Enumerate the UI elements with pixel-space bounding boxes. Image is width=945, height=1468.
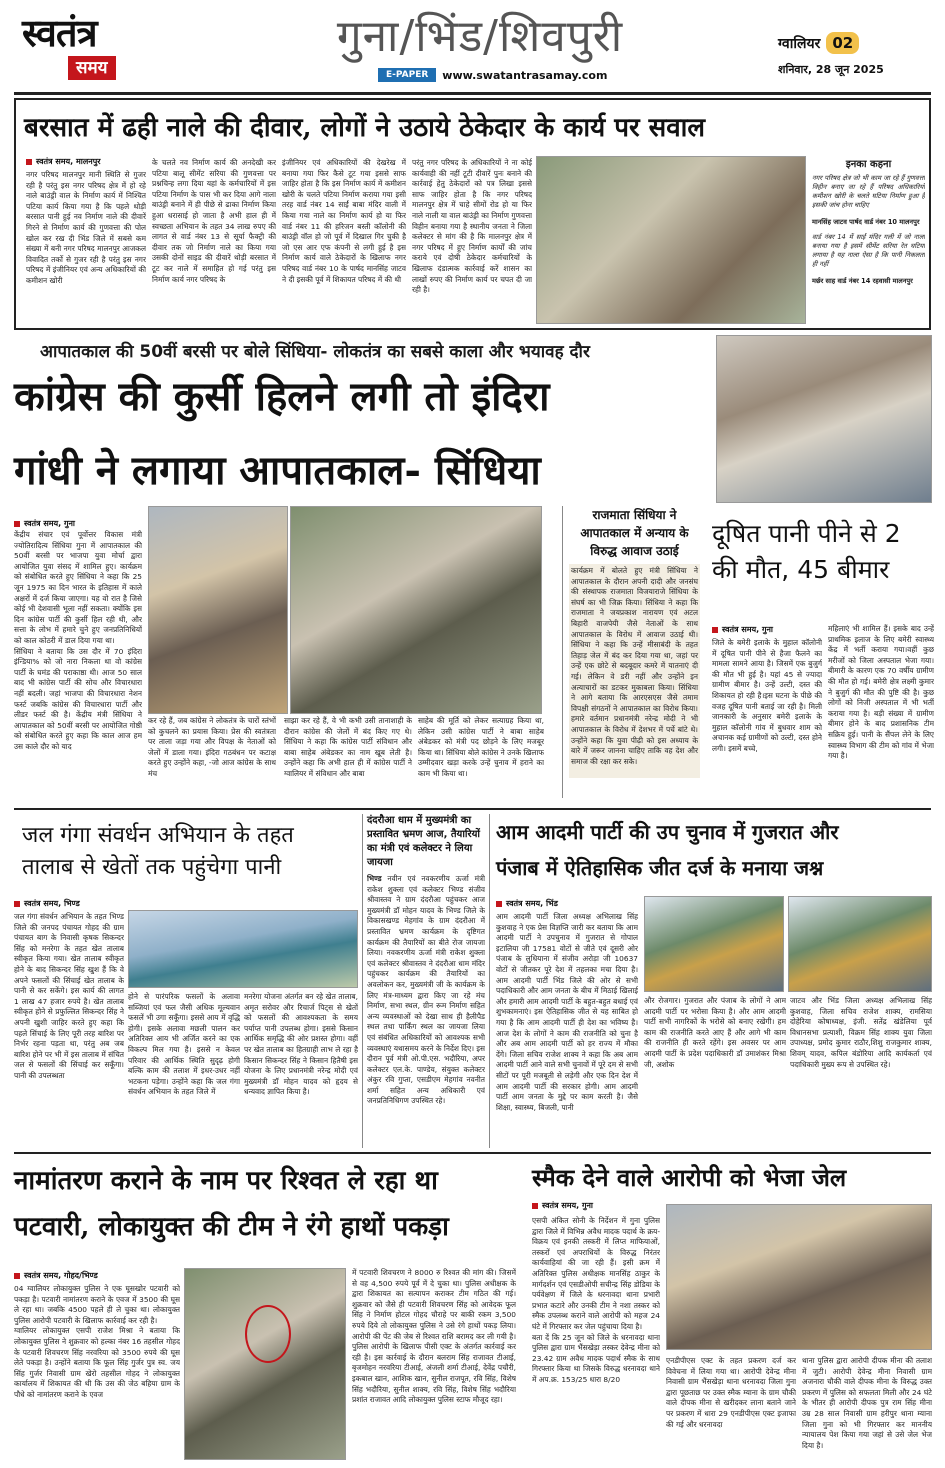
rajmata-box-title: राजमाता सिंधिया ने आपातकाल में अन्याय के विरुद्ध आवाज उठाई [580,508,689,558]
story3-headline: दूषित पानी पीने से 2 की मौत, 45 बीमार [712,519,901,584]
story6-byline [496,898,558,912]
edition-title: गुना/भिंड/शिवपुरी [336,11,624,62]
byline-text: स्वतंत्र समय, भिंड [506,899,558,908]
story7-col1: 04 ग्वालियर लोकायुक्त पुलिस ने एक घूसखोर पटवारी को पकड़ा है। पटवारी नामांतरण कराने के एवज में 3500 की घूस ले रहा था। जबकि 4500 पहले ही ले चुका था। लोकायुक्त पुलिस आरोपी पटवारी के खिलाफ कार्रवाई कर रही है। ग्वालियर लोकायुक्त एसपी राजेश मिश्रा ने बताया कि लोकायुक्त पुलिस ने शुक्रवार को हल्का नंबर 16 तहसील गोहद के पटवारी शिवचरण सिंह नरवरिया को 3500 रुपये की घूस लेते पकड़ा है। उन्होंने बताया कि फूल सिंह गुर्जर पुत्र स्व. जय सिंह गुर्जर निवासी ग्राम खेरो तहसील गोहद ने लोकायुक्त कार्यालय में शिकायत की थी कि उस की जेठ बहिया ग्राम के पौधे को नामांतरण कराने के एवज [14,1284,180,1399]
youth-parliament-photo [290,506,542,714]
byline-marker [14,1273,20,1279]
logo-top: स्वतंत्र [22,10,97,55]
byline-text: स्वतंत्र समय, भिण्ड [24,899,80,908]
story7-headline-line1: नामांतरण कराने के नाम पर रिश्वत ले रहा था [14,1166,438,1196]
story4-headline: जल गंगा संवर्धन अभियान के तहत तालाब से खेतों तक पहुंचेगा पानी [22,823,294,880]
opinion-sidebar [812,156,925,324]
byline-text: स्वतंत्र समय, गुना [722,625,773,634]
story6-col3: जाटव और भिंड जिला अध्यक्ष अभिलाख सिंह कुशवाह, जिला सचिव राजेश शाक्य, रामसिया दोहेरिया कोषाध्यक्ष, इंजी. सतेंद्र खंडेलिया पूर्व विधानसभा प्रत्याशी, विक्रम सिंह शाक्य युवा जिला उपाध्यक्ष, प्रमोद कुमार राठौर,शिशु राजकुमार शाक्य, शिवम् यादव, कपिल बंडोरिया आदि कार्यकर्ता एवं पदाधिकारी मुख्य रूप से उपस्थित रहे। [790,996,932,1069]
byline-marker [14,521,20,527]
story2-col3: साझा कर रहे हैं, वे भी कभी उसी तानाशाही के दौरान कांग्रेस की जेलों में बंद किए गए थे। सिंधिया ने कहा कि कांग्रेस पार्टी संविधान और बाबा साहेब अंबेडकर का नाम खूब लेती है। उन्होंने कहा कि अभी हाल ही में कांग्रेस पार्टी ने ग्वालियर में संविधान और बाबा [284,716,412,778]
story5-dateline: भिण्ड [367,874,382,883]
story5-text: नवीन एवं नवकरणीय ऊर्जा मंत्री राकेश शुक्ला एवं कलेक्टर भिण्ड संजीव श्रीवास्तव ने ग्राम दंदरौआ पहुंचकर आज मुख्यमंत्री डॉ मोहन यादव के भिण्ड जिले के विकासखण्ड मेहगांव के ग्राम दंदरौआ में प्रस्तावित भ्रमण कार्यक्रम के दृष्टिगत कार्यक्रम की तैयारियों का बीते रोज जायजा लिया। नवकरणीय ऊर्जा मंत्री राकेश शुक्ला एवं कलेक्टर श्रीवास्तव ने दंदरौआ धाम मंदिर पहुंचकर कार्यक्रम की तैयारियों का अवलोकन कर, मुख्यमंत्री जी के कार्यक्रम के लिए मंत्र-माध्यम द्वारा किए जा रहे मंच निर्माण, सभा स्थल, ग्रीन रूम निर्माण सहित अन्य व्यवस्थाओं को देखा साथ ही हैलीपैड स्थल तथा पार्किंग स्थल का जायजा लिया एवं संबंधित अधिकारियों को आवश्यक सभी व्यवस्थाएं यथासमय करने के निर्देश दिए। इस दौरान पूर्व मंत्री ओ.पी.एस. भदौरिया, अपर कलेक्टर एल.के. पाण्डेय, संयुक्त कलेक्टर अंकुर रवि गुप्ता, एसडीएम मेहगांव नवनीत शर्मा सहित अन्य अधिकारी एवं जनप्रतिनिधिगण उपस्थित रहे। [367,874,485,1106]
field-visit-photo [716,335,932,503]
story8-col2: एनडीपीएस एक्ट के तहत प्रकरण दर्ज कर विवेचना में लिया गया था। आरोपी देवेन्द्र मीना निवासी ग्राम भैंसखेड़ा थाना धरनावदा जिला गुना द्वारा पूछताछ पर उक्त स्मैक म्याना के ग्राम चौकी वाले दीपक मीना से खरीदकर लाना बताने जाने पर प्रकरण में धारा 29 एनडीपीएस एक्ट इजाफा की गई और धरनावदा [666,1356,796,1429]
story6-headline-line1: आम आदमी पार्टी की उप चुनाव में गुजरात और [496,820,839,844]
story5-headline: दंदरौआ धाम में मुख्यमंत्री का प्रस्तावित भ्रमण आज, तैयारियों का मंत्री एवं कलेक्टर ने लिया जायजा [367,815,481,868]
epaper-bar [378,68,607,82]
byline-text: स्वतंत्र समय, गोहद/भिण्ड [24,1271,98,1280]
story6-col2: और रोजगार। गुजरात और पंजाब के लोगों ने आम आदमी पार्टी पर भरोसा किया है। और आम आदमी पार्टी सभी नागरिकों के भरोसे को बनाए रखेगी। हम काम की राजनीति करते आए हैं और आगे भी काम की राजनीति ही करते रहेंगे। इस अवसर पर आम आदमी पार्टी के प्रदेश पदाधिकारी डॉ उमाशंकर मिश्रा जी, अशोक [644,996,786,1069]
drain-photo [536,156,806,324]
story7-byline [14,1270,98,1284]
story6-headline-line2: पंजाब में ऐतिहासिक जीत दर्ज के मनाया जश्न [496,856,824,880]
story8-headline: स्मैक देने वाले आरोपी को भेजा जेल [532,1163,847,1192]
rajmata-box [562,506,700,798]
page-number: 02 [826,32,859,54]
byline-marker [14,901,20,907]
story2-kicker: आपातकाल की 50वीं बरसी पर बोले सिंधिया- लोकतंत्र का सबसे काला और भयावह दौर [40,342,590,362]
byline-marker [532,1203,538,1209]
story1-col1: नगर परिषद मालनपुर मानी स्थिति से गुजर रही है परंतु इस नगर परिषद क्षेत्र में हो रहे नाले बाउंड्री वाल के निर्माण कार्य में निश्चित पटिया कार्य किया गया है कि पहले थोड़ी बरसात पानी हुई नव निर्माण नाले की दीवारें गिरने से निर्माण कार्य की गुणवत्ता की पोल खोल कर रख दी भिंड जिले में सबसे कम संख्या में बनी नगर परिषद मालनपुर आजकल विवादित तर्को से गुजर रही है परंतु इस नगर परिषद में इंजीनियर एवं अन्य अधिकारियों की कमीशन खोरी [26,170,146,285]
story4-byline [14,898,80,912]
byline-marker [26,159,32,165]
issue-date: शनिवार, 28 जून 2025 [778,63,884,76]
story2-col1: केंद्रीय संचार एवं पूर्वोत्तर विकास मंत्री ज्योतिरादित्य सिंधिया गुना में आपातकाल की 50वीं बरसी पर भाजपा युवा मोर्चा द्वारा आयोजित युवा संसद में शामिल हुए। कार्यक्रम को संबोधित करते हुए सिंधिया ने कहा कि 25 जून 1975 का दिन भारत के इतिहास में काले अक्षरों में दर्ज किया जाएगा। यह वो रात है जिसे कोई भी देशवासी भूला नहीं सकता। क्योंकि इस दिन कांग्रेस पार्टी की कुर्सी हिल रही थी, और सत्ता के लोभ में हमारे चुने हुए जनप्रतिनिधियों को काल कोठरी में डाल दिया गया था। सिंधिया ने बताया कि उस दौर में 70 इंदिरा इंन्डिया% को जो नारा निकला था वो कांग्रेस पार्टी के घमंड की पराकाष्ठा थी। आज 50 साल बाद भी कांग्रेस पार्टी की सोच और विचारधारा नहीं बदली। जहां भाजपा की विचारधारा नेशन फर्स्ट जबकि कांग्रेस की विचारधारा पार्टी और लीडर फर्स्ट की है। केंद्रीय मंत्री सिंधिया ने आपातकाल को 50वीं बरसी पर आयोजित गोष्ठी को संबोधित करते हुए कहा कि काल आज हम उस काले दौर को याद [14,530,142,751]
section-divider-1 [14,808,931,810]
story3-col1: जिले के बमेरी इलाके के मुहाल कॉलोनी में दूषित पानी पीने से हैजा फैलने का मामला सामने आया है। जिसमें एक बुजुर्ग की मौत भी हुई है। यहां 45 से ज्यादा ग्रामीण बीमार है। उन्हें उल्टी, दस्त की शिकायत हो रही है।इस घटना के पीछे की वजह दूषित पानी बताई जा रही है। मिली जानकारी के अनुसार बमेरी इलाके के मुहाल कॉलोनी गांव में बुधवार शाम को अचानक कई ग्रामीणों को उल्टी, दस्त होने लगी। इसमें बच्चे, [712,638,822,753]
byline-text: स्वतंत्र समय, मालनपुर [36,157,101,166]
opinion-quote-2: वार्ड नंबर 14 में साईं मंदिर गली में जो नाला बनाया गया है इसमें सीमेंट सरिया रेत घटिया लगाया है यह नाला ऐसा है कि पानी निकलता ही नहीं [812,233,925,268]
story2-headline-line2: गांधी ने लगाया आपातकाल- सिंधिया [14,447,541,494]
story4-col1: जल गंगा संवर्धन अभियान के तहत भिण्ड जिले की जनपद पंचायत गोहद की ग्राम पंचायत बाग के निवासी कृषक सिकन्दर सिंह को मनरेगा के तहत खेत तालाब स्वीकृत किया गया। खेत तालाब स्वीकृत होने के बाद सिकन्दर सिंह खुश हैं कि वे अपने फसलों की सिंचाई खेत तालाब के पानी से कर सकेंगे। इस कार्य की लागत 1 लाख 47 हजार रुपये है। खेत तालाब स्वीकृत होने से प्रफुल्लित सिकन्दर सिंह ने अपनी खुशी जाहिर करते हुए कहा कि पहले सिंचाई के लिए पूरी तरह बारिश पर निर्भर रहना पड़ता था, परंतु अब जब बारिश होने पर भी में इस तालाब में संचित जल से फसलों की सिंचाई कर सकूँगा। पानी की उपलब्धता [14,912,124,1080]
byline-text: स्वतंत्र समय, गुना [542,1201,593,1210]
story2-headline-line1: कांग्रेस की कुर्सी हिलने लगी तो इंदिरा [14,373,550,420]
scindia-speech-photo [148,506,288,714]
story3-byline [712,624,773,638]
police-accused-photo [666,1204,932,1350]
story2-col4: साहेब की मूर्ति को लेकर सत्याग्रह किया था, लेकिन उसी कांग्रेस पार्टी ने बाबा साहेब अंबेडकर को मंत्री पद छोड़ने के लिए मजबूर किया था। सिंधिया बोले कांग्रेस ने उनके खिलाफ उम्मीदवार खड़ा करके उन्हें चुनाव में हराने का काम भी किया था। [418,716,544,778]
rajmata-box-body: कार्यक्रम में बोलते हुए मंत्री सिंधिया ने आपातकाल के दौरान अपनी दादी और जनसंघ की संस्थापक राजमाता विजयाराजे सिंधिया के संघर्ष का भी जिक्र किया। सिंधिया ने कहा कि राजमाता ने जयप्रकाश नारायण एवं अटल बिहारी वाजपेयी जैसे नेताओं के साथ आपातकाल के विरोध में आवाज उठाई थी। सिंधिया ने कहा कि उन्हें मीसाबंदी के तहत तिहाड़ जेल में बंद कर दिया गया था, जहां पर उन्हें एक छोटे से बदबूदार कमरे में यातनाएं दी गई। लेकिन वे डरी नहीं और उन्होंने इन अत्याचारों का डटकर मुकाबला किया। सिंधिया ने आगे बताया कि आरएसएस जैसे तमाम विपक्षी संगठनों ने आपातकाल का विरोध किया। हमारे वर्तमान प्रधानमंत्री नरेन्द्र मोदी ने भी आपातकाल के विरोध में देशभर में पर्चे बांटे थे। उन्होंने कहा कि युवा पीढ़ी को इस अध्याय के बारे में जरूर जानना चाहिए ताकि वह देश और समाज की रक्षा कर सके। [569,564,700,778]
story5-body [367,874,485,1136]
story1-headline: बरसात में ढही नाले की दीवार, लोगों ने उठाये ठेकेदार के कार्य पर सवाल [24,113,706,143]
city-page [778,32,859,54]
story7-headline-line2: पटवारी, लोकायुक्त की टीम ने रंगे हाथों पकड़ा [14,1212,449,1242]
opinion-name-2: मर्छर साह वार्ड नंबर 14 रहवासी मालनपुर [812,277,913,285]
story4-col2: होने से पारंपरिक फसलों के अलावा सब्जियां एवं फल जैसी अधिक मूल्यवान फसलें भी उगा सकूँगा। इससे आय में वृद्धि होगी। इसके अलावा मछली पालन कर अतिरिक्त आय भी अर्जित करने का एक विकल्प मिल गया है। इससे न केवल परिवार की आर्थिक स्थिति सुदृढ़ होगी बल्कि काम की तलाश में इधर-उधर नहीं भटकना पड़ेगा। उन्होंने कहा कि जल गंगा संवर्धन अभियान के तहत जिले में [128,992,240,1097]
byline-marker [496,901,502,907]
city-label: ग्वालियर [778,35,821,52]
patwari-arrest-photo [184,1268,346,1460]
story1-col3: इंजीनियर एवं अधिकारियों की देखरेख में बनाया गया फिर कैसे टूट गया इससे साफ जाहिर होता है कि इस निर्माण कार्य में कमीशन खोरी के चलते पटिया निर्माण कराया गया इसी तरह वार्ड नंबर 14 साईं बाबा मंदिर वाली में किया गया नाले का निर्माण कार्य हो या फिर वार्ड नंबर 11 की हरिजन बस्ती कॉलोनी की बाउंड्री वॉल हो जो पूर्व में दिखाल गिर चुकी है जो एस आर एफ कंपनी से लगी हुई है इस निर्माण कार्य वाले ठेकेदारों के खिलाफ नगर परिषद वार्ड नंबर 10 के पार्षद मानसिंह जाटव ने दी इसकी पूर्व में शिकायत परिषद में की थी [282,158,406,284]
story1-byline [26,156,101,170]
opinion-title: इनका कहना [845,159,892,170]
aap-celebration-photo-2 [788,896,932,992]
story-drain-wall [14,98,931,330]
story6-col1: आम आदमी पार्टी जिला अध्यक्ष अभिलाख सिंह कुशवाह ने एक प्रेस विज्ञप्ति जारी कर बताया कि आम आदमी पार्टी ने उपचुनाव में गुजरात से गोपाल इटालिया जी 17581 वोटों से जीते एवं दूसरी ओर पंजाब के लुधियाना में संजीव अरोड़ा जी 10637 वोटों से जीतकर पूरे देश में तहलका मचा दिया है। आम आदमी पार्टी भिंड जिले की ओर से सभी पदाधिकारी और आम जनता के बीच में मिठाई खिलाई और हमारी आम आदमी पार्टी के बहुत-बहुत बधाई एवं शुभकामनाएं। इस ऐतिहासिक जीत से यह साबित हो गया है कि आम आदमी पार्टी ही देश का भविष्य है। आज देश के लोगों ने काम की राजनीति को चुना है और अब आम आदमी पार्टी को हर राज्य में मौका देंगे। जिला सचिव राजेश शाक्य ने कहा कि अब आम आदमी पार्टी आने वाले सभी चुनावों में पूरे दम से सभी सीटों पर पूरी मजबूती से लड़ेगी और एक दिन देश में आम आदमी पार्टी की सरकार होगी। आम आदमी पार्टी आम जनता के मुद्दे पर काम करती है। जैसे शिक्षा, स्वास्थ्य, बिजली, पानी [496,912,638,1112]
story1-col4: परंतु नगर परिषद के अधिकारियों ने ना कोई कार्यवाही की नहीं टूटी दीवारें पुनः बनाने की कार्रवाई हेतु ठेकेदारों को पत्र लिखा इससे साफ जाहिर होता है कि नगर परिषद मालनपुर क्षेत्र में चाहे सीमों रोड हो या फिर नाले नाली या वाल बाउंड्री का निर्माण गुणवत्ता विहीन बनाया गया है स्थानीय जनता ने जिला कलेक्टर से मांग की है कि मालनपुर क्षेत्र में नगर परिषद में हुए निर्माण कार्यों की जांच कराये एवं दोषी ठेकेदार कर्मचारियों के खिलाफ दंडात्मक कार्रवाई करें शासन का लाखों रुपए की निर्माण कार्य पर चपत दी जा रही है। [412,158,532,295]
website-link[interactable]: www.swatantrasamay.com [442,68,608,82]
highlight-circle [245,1305,291,1363]
opinion-quote-1: नगर परिषद क्षेत्र जो भी काम जा रहे हैं गुणवत्ता विहीन बनाए जा रहे हैं परिषद अधिकारियों कमीशन खोरी के चलते घटिया निर्माण हुआ है इसकी जांच होना चाहिए [812,174,925,209]
pond-photo [128,910,358,988]
story5-box [362,814,490,1148]
story1-col2: के चलते नव निर्माण कार्य की अनदेखी कर पटिया बालू सीमेंट सरिया की गुणवत्ता पर प्रश्नचिन्ह लगा दिया यहां के कर्मचारियों में इस पटिया निर्माण के पास भी कर दिया आगे नाला बाउंड्री बनाने में ही पीछे से ढाका निर्माण किया हुआ धरासाई हो जाता है अभी हाल ही में स्वच्छता अभियान के तहत 34 लाख रुपए की लागत से वार्ड नंबर 13 से सूर्या फैक्ट्री की दीवार तक जो निर्माण नाले का किया गया उसकी दोनों साइड की दीवारें थोड़ी बरसात में टूट कर नाले में समाहित हो गई परंतु इस निर्माण कार्य नगर परिषद के [152,158,276,284]
aap-celebration-photo-1 [644,896,784,992]
byline-text: स्वतंत्र समय, गुना [24,519,75,528]
logo [22,12,162,86]
story3-col2: महिलाएं भी शामिल हैं। इसके बाद उन्हें प्राथमिक इलाज के लिए बमेरी स्वास्थ्य केंद्र में भर्ती कराया गया।वहीं कुछ मरीजों को जिला अस्पताल भेजा गया। बीमारी के कारण एक 70 वर्षीय ग्रामीण की मौत हो गई। बमेरी क्षेत्र लक्ष्मी कुमार ने बुजुर्ग की मौत की पुष्टि की है। कुछ लोगों को निजी अस्पताल में भी भर्ती कराया गया है। बड़ी संख्या में ग्रामीण बीमार होने के बाद प्रशासनिक टीम सक्रिय हुई। पानी के सैंपल लेने के लिए स्वास्थ्य विभाग की टीम को गांव में भेजा गया है। [828,624,934,761]
opinion-name-1: मानसिंह जाटव पार्षद वार्ड नंबर 10 मालनपुर [812,218,920,226]
story8-byline [532,1200,593,1214]
masthead-divider [14,92,931,95]
section-divider-2 [14,1152,931,1154]
masthead [0,0,945,92]
story4-col3: मनरेगा योजना अंतर्गत बन रहे खेत तालाब, अमृत सरोवर और रिचार्ज पिट्स से खेतों को फसलों की आवश्यकता के समय पर्याप्त पानी उपलब्ध होगा। इससे किसान आर्थिक समृद्धि की ओर प्रशस्त होगा। वहीं पर खेत तालाब का हितग्राही लाभ ले रहा है किसान सिकन्दर सिंह ने किसान हितैषी इस योजना के लिए प्रधानमंत्री नरेन्द्र मोदी एवं मुख्यमंत्री डॉ मोहन यादव को हृदय से धन्यवाद ज्ञापित किया है। [244,992,358,1097]
logo-bottom: समय [68,56,116,80]
epaper-badge: E-PAPER [378,68,436,82]
story2-col2: कर रहे हैं, जब कांग्रेस ने लोकतंत्र के चारों स्तंभों को कुचलने का प्रयास किया। प्रेस की स्वतंत्रता पर ताला जड़ा गया और विपक्ष के नेताओं को जेलों में डाला गया। इंदिरा गठबंधन पर कटाक्ष करते हुए उन्होंने कहा, -जो आज कांग्रेस के साथ मंच [148,716,276,778]
story8-col1: एसपी अंकित सोनी के निर्देशन में गुना पुलिस द्वारा जिले में विभिन्न अवैध मादक पदार्थ के क्रय-विक्रय एवं इनकी तस्करी में लिप्त माफियाओं, तस्करों एवं अपराधियों के विरुद्ध निरंतर कार्यवाहियां की जा रही हैं। इसी क्रम में अतिरिक्त पुलिस अधीक्षक मानसिंह ठाकुर के मार्गदर्शन एवं एसडीओपी सचीन्द्र सिंह डोडिया के पर्यवेक्षण में जिले के धरनावदा थाना प्रभारी प्रभात कटारे और उनकी टीम ने नशा तस्कर को स्मैक उपलब्ध कराने वाले आरोपी को महज 24 घंटे में गिरफ्तार कर जेल पहुंचाया दिया है। बता दें कि 25 जून को जिले के धरनावदा थाना पुलिस द्वारा ग्राम भैंसखेड़ा तस्कर देवेन्द्र मीना को 23.42 ग्राम अवैध मादक पदार्थ स्मैक के साथ गिरफ्तार किया था जिसके विरुद्ध धरनावदा थाने में अप.क्र. 153/25 धारा 8/20 [532,1216,660,1384]
story8-col3: थाना पुलिस द्वारा आरोपी दीपक मीना की तलाश में जुटी। आरोपी देवेन्द्र मीना निवासी ग्राम अजनारा चौकी वाले दीपक मीना के विरुद्ध उक्त प्रकरण में पुलिस को सफलता मिली और 24 घंटे के भीतर ही आरोपी दीपक पुत्र राम सिंह मीना उम्र 28 साल निवासी ग्राम हरीपुर थाना म्याना जिला गुना को भी गिरफ्तार कर माननीय न्यायालय पेश किया गया जहां से उसे जेल भेज दिया है। [802,1356,932,1450]
byline-marker [712,627,718,633]
story7-col2: में पटवारी शिवचरण ने 8000 रु रिश्वत की मांग की। जिसमें से वह 4,500 रुपये पूर्व में दे चुका था। पुलिस अधीक्षक के द्वारा शिकायत का सत्यापन कराकर टीम गठित की गई। शुक्रवार को जैसे ही पटवारी शिवचरण सिंह को आवेदक फूल सिंह ने निर्माण होटल गोहद चौराहे पर बाकी रकम 3,500 रुपये दिये तो लोकायुक्त पुलिस ने उसे रंगे हाथों पकड़ लिया। आरोपी की पेंट की जेब से रिश्वत राशि बरामद कर ली गयी है। पुलिस आरोपी के खिलाफ पीसी एक्ट के अंतर्गत कार्रवाई कर रही है। इस कार्रवाई के दौरान बलराम सिंह राजावत टीआई, बृजमोहन नरवरिया टीआई, अंजली शर्मा टीआई, देवेंद्र पचौरी, इकबाल खान, आशिक खान, सुनील राजपूत, रवि सिंह, विशेष सिंह भदौरिया, सुनील शाक्य, रवि सिंह, विशेष सिंह भदौरिया प्रशांत राजावत आदि लोकायुक्त पुलिस स्टाफ मौजूद रहा। [352,1268,516,1405]
